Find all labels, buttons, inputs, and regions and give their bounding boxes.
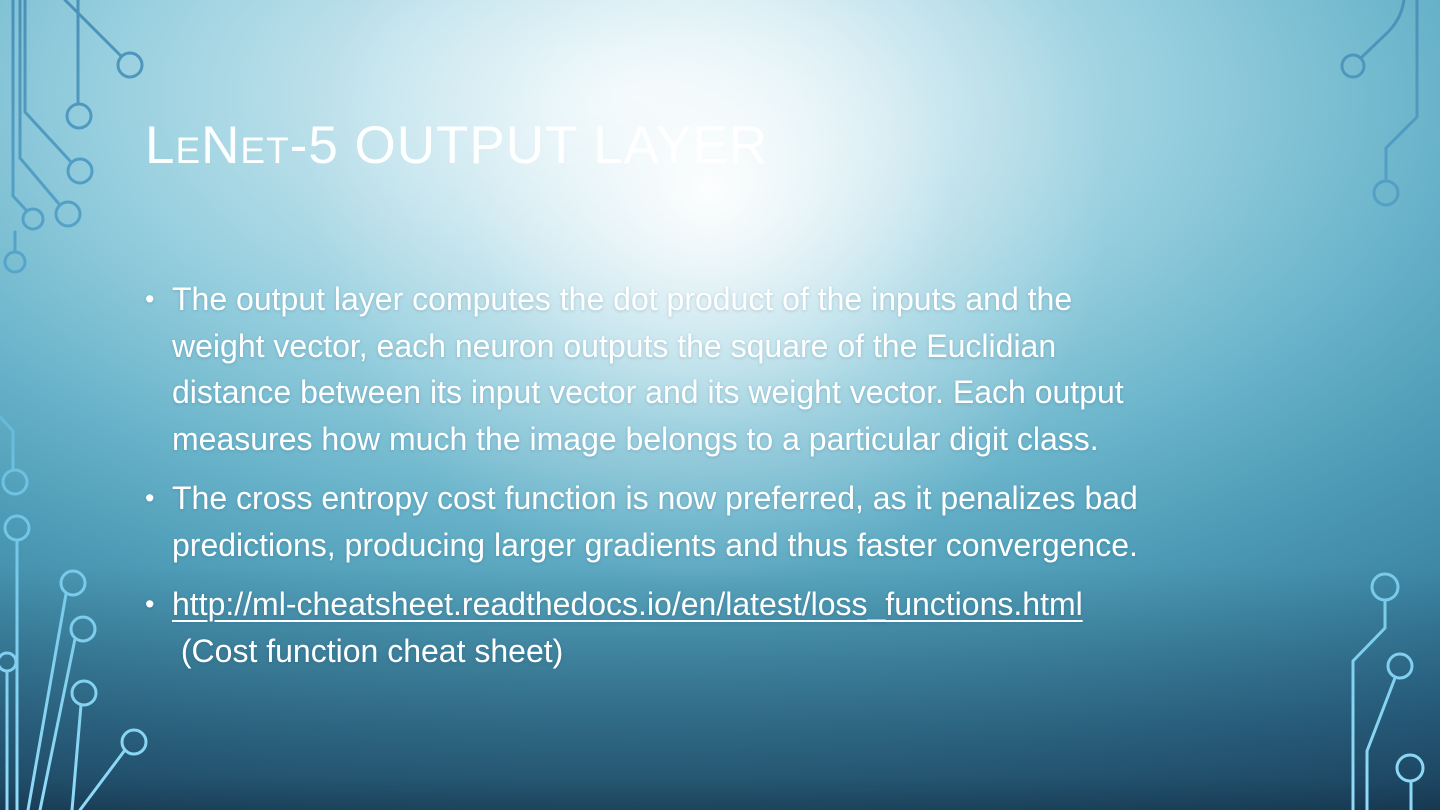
circuit-cluster-bottom-left [0, 571, 146, 810]
circuit-cluster-left-middle [0, 417, 29, 810]
slide-title: LeNet-5 OUTPUT LAYER [145, 116, 769, 175]
bullet-marker: • [145, 483, 155, 513]
bullet-marker: • [145, 284, 155, 314]
bullet-line: distance between its input vector and its weight vector. Each output [172, 374, 1124, 410]
bullet-item-cross-entropy [145, 475, 1320, 568]
bullet-line: The cross entropy cost function is now preferred, as it penalizes bad [172, 480, 1138, 516]
bullet-text [172, 475, 1320, 568]
bullet-line: predictions, producing larger gradients and thus faster convergence. [172, 526, 1138, 563]
bullet-text [172, 276, 1320, 462]
circuit-cluster-top-left [5, 0, 142, 272]
bullet-marker: • [145, 589, 155, 619]
bullet-line: (Cost function cheat sheet) [172, 632, 564, 669]
slide-body [145, 276, 1320, 687]
bullet-line: measures how much the image belongs to a particular digit class. [172, 420, 1099, 457]
bullet-text [172, 581, 1320, 674]
bullet-item-cheatsheet-link [145, 581, 1320, 674]
circuit-cluster-bottom-right [1353, 574, 1423, 810]
loss-functions-link[interactable]: http://ml-cheatsheet.readthedocs.io/en/latest/loss_functions.html [172, 586, 1083, 622]
bullet-line: weight vector, each neuron outputs the square of the Euclidian [172, 327, 1057, 364]
circuit-cluster-top-right [1342, 0, 1417, 205]
bullet-line: The output layer computes the dot product of the inputs and the [172, 281, 1073, 317]
bullet-item-output-layer [145, 276, 1320, 462]
